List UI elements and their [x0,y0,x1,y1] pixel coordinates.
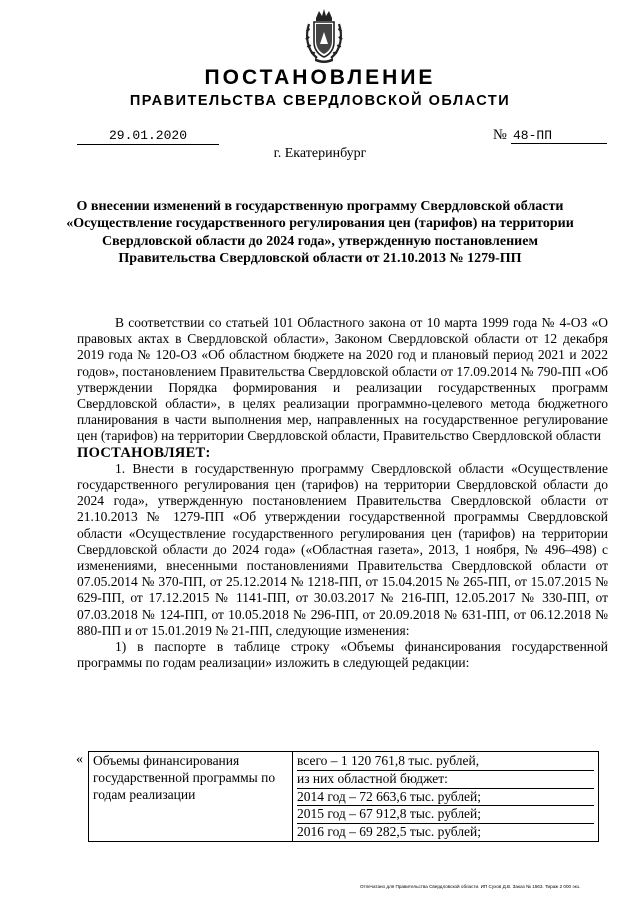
financing-line: 2014 год – 72 663,6 тыс. рублей; [297,789,594,807]
document-body [77,315,608,671]
opening-quote: « [76,752,83,767]
financing-line: 2016 год – 69 282,5 тыс. рублей; [297,824,482,840]
subitem-1-paragraph: 1) в паспорте в таблице строку «Объемы финансирования государственной программы по годам реализации» изложить в следующей редакции: [77,639,608,671]
table-row [89,752,599,842]
financing-values-cell [293,752,599,842]
item-1-paragraph: 1. Внести в государственную программу Свердловской области «Осуществление государственного регулирования цен (тарифов) на территории Свердловской области до 2024 года», утвержденную постановлением Правительства Свердловской области от 21.10.2013 № 1279-ПП «Об утверждении государственной программы Свердловской области «Осуществление государственного регулирования цен (тарифов) на территории Свердловской области до 2024 года» («Областная газета», 2013, 1 ноября, № 496–498) с изменениями, внесенными постановлениями Правительства Свердловской области от 07.05.2014 № 370-ПП, от 25.12.2014 № 1218-ПП, от 15.04.2015 № 265-ПП, от 15.07.2015 № 629-ПП, от 17.12.2015 № 1141-ПП, от 30.03.2017 № 216-ПП, 12.05.2017 № 330-ПП, от 07.03.2018 № 124-ПП, от 10.05.2018 № 296-ПП, от 20.09.2018 № 631-ПП, от 06.12.2018 № 880-ПП и от 15.01.2019 № 21-ПП, следующие изменения: [77,460,608,638]
financing-line: из них областной бюджет: [297,771,594,789]
financing-line: всего – 1 120 761,8 тыс. рублей, [297,753,594,771]
document-number: 48-ПП [511,128,607,144]
document-date: 29.01.2020 [77,128,219,145]
print-footer: Отпечатано для Правительства Свердловской области. ИП Сухов Д.В. Заказ № 1563. Тираж 2 000 экз. [360,884,581,889]
financing-table [88,751,599,842]
resolve-heading: ПОСТАНОВЛЯЕТ: [77,444,211,461]
financing-label-cell: Объемы финансирования государственной программы по годам реализации [89,752,293,842]
financing-line: 2015 год – 67 912,8 тыс. рублей; [297,806,594,824]
coat-of-arms-icon [303,8,345,64]
document-title: О внесении изменений в государственную программу Свердловской области «Осуществление государственного регулирования цен (тарифов) на территории Свердловской области до 2024 года», утвержденную постановлением Правительства Свердловской области от 21.10.2013 № 1279-ПП [66,199,574,267]
document-type-heading: ПОСТАНОВЛЕНИЕ [204,66,436,89]
preamble-paragraph: В соответствии со статьей 101 Областного закона от 10 марта 1999 года № 4-ОЗ «О правовых актах в Свердловской области», Законом Свердловской области от 12 декабря 2019 года № 120-ОЗ «Об областном бюджете на 2020 год и плановый период 2021 и 2022 годов», постановлением Правительства Свердловской области от 17.09.2014 № 790-ПП «Об утверждении Порядка формирования и реализации государственных программ Свердловской области», в целях реализации программно-целевого метода бюджетного планирования в части выполнения мер, направленных на государственное регулирование цен (тарифов) на территории Свердловской области, Правительство Свердловской области [77,315,608,444]
number-label: № [493,127,507,143]
city-name: г. Екатеринбург [273,146,367,161]
issuer-heading: ПРАВИТЕЛЬСТВА СВЕРДЛОВСКОЙ ОБЛАСТИ [129,93,511,109]
